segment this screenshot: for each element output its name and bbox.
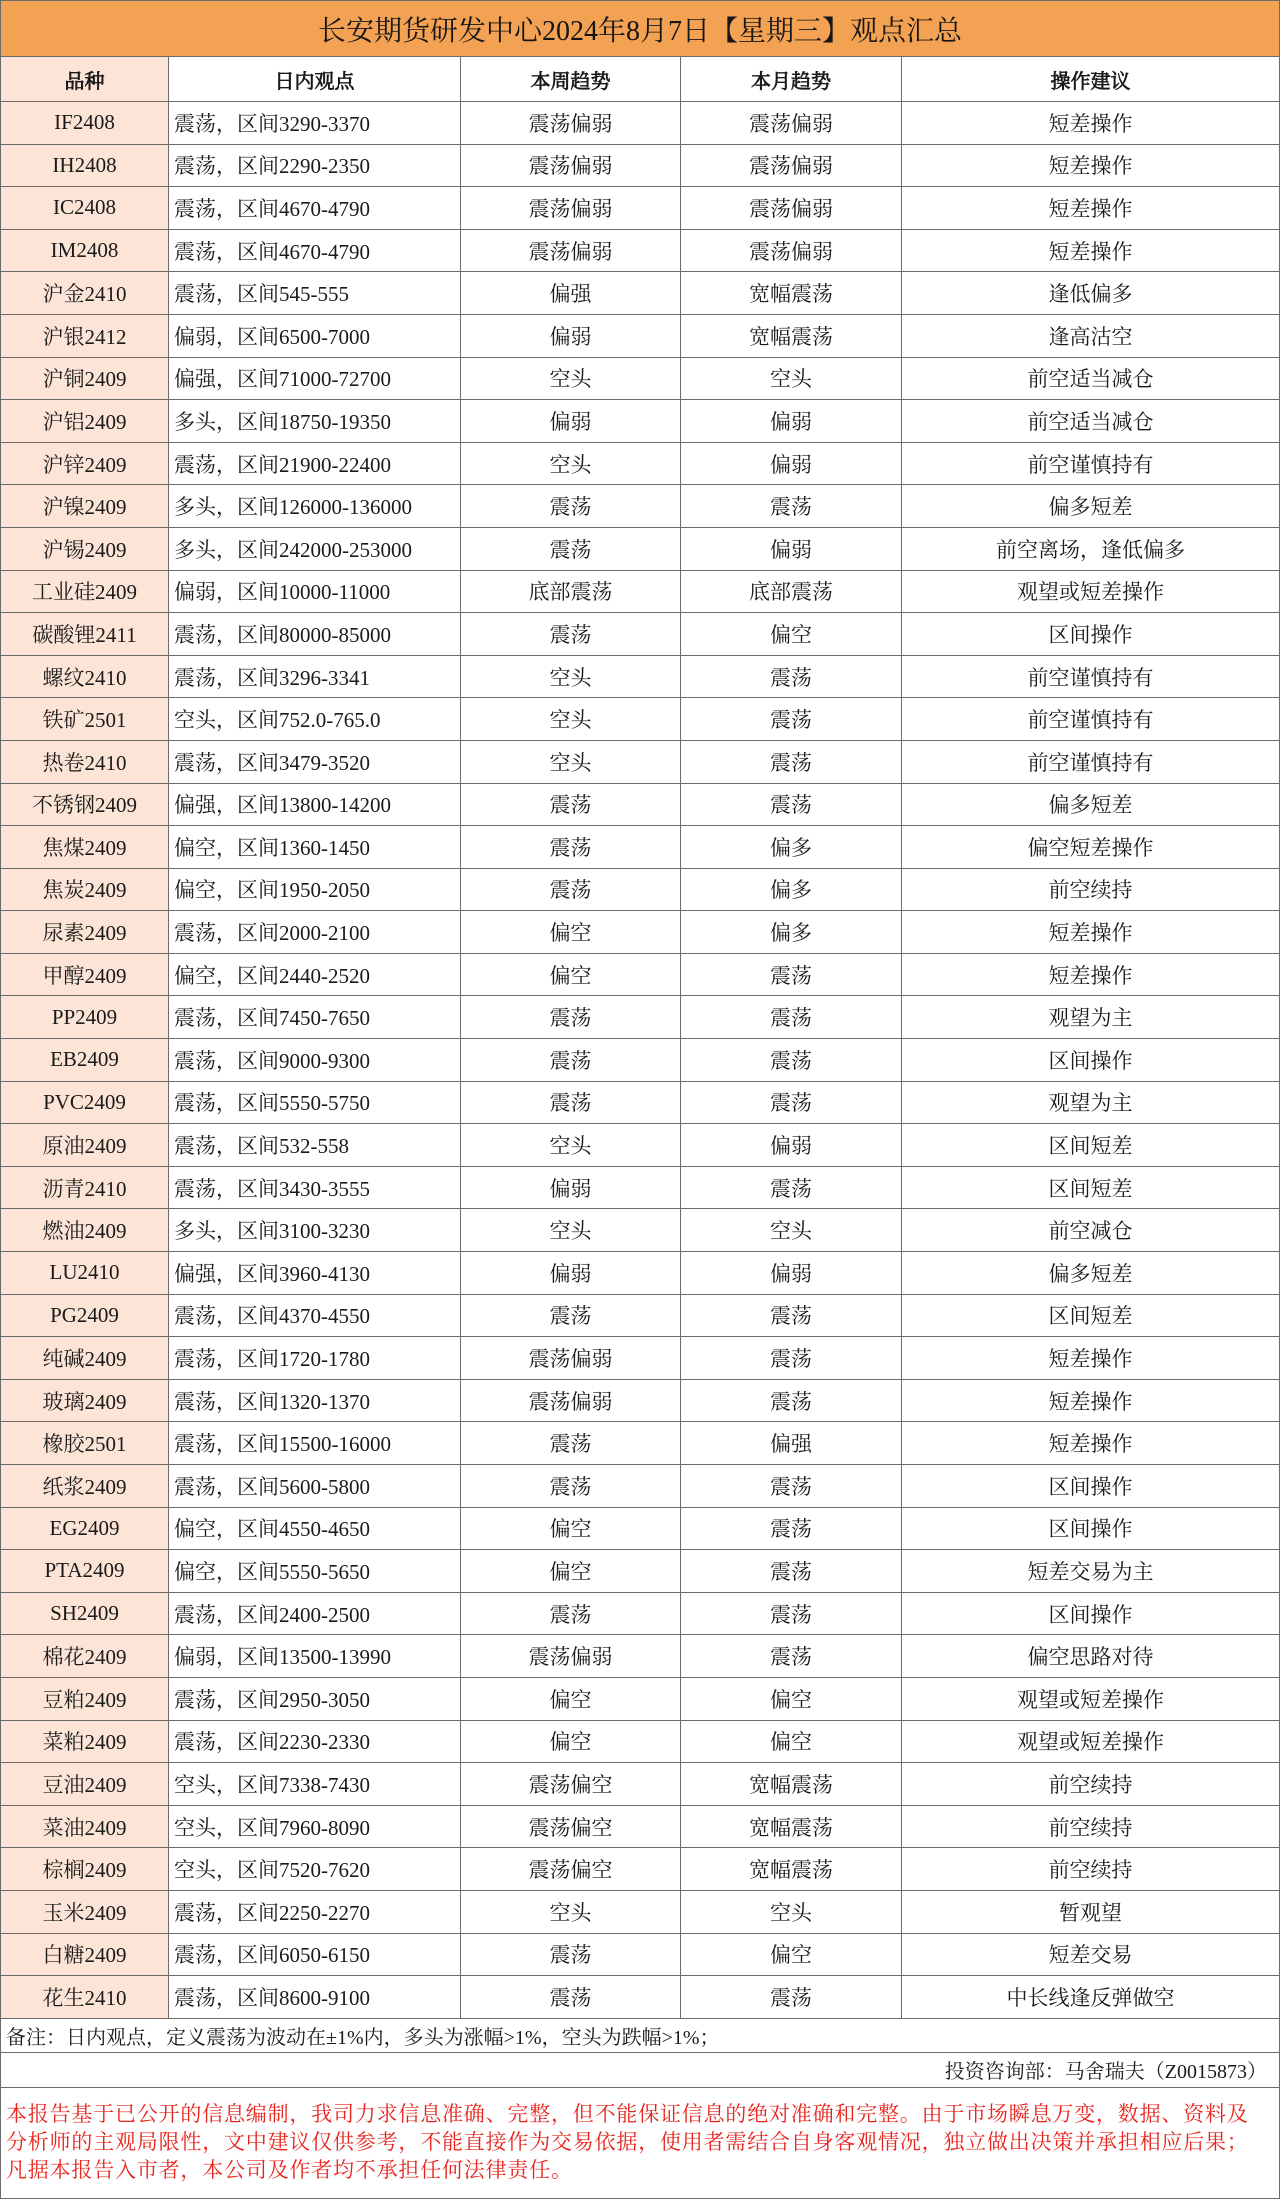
table-row	[1, 485, 1279, 528]
intraday-view-cell: 震荡，区间21900-22400	[169, 443, 461, 485]
monthly-trend-cell: 震荡	[681, 954, 902, 996]
monthly-trend-cell: 宽幅震荡	[681, 1848, 902, 1890]
weekly-trend-cell: 震荡	[461, 1976, 681, 2018]
variety-cell: 沪铜2409	[1, 358, 169, 400]
table-row	[1, 996, 1279, 1039]
intraday-view-cell: 多头，区间126000-136000	[169, 485, 461, 527]
weekly-trend-cell: 震荡	[461, 1039, 681, 1081]
intraday-view-cell: 多头，区间242000-253000	[169, 528, 461, 570]
monthly-trend-cell: 空头	[681, 1891, 902, 1933]
intraday-view-cell: 空头，区间7960-8090	[169, 1806, 461, 1848]
monthly-trend-cell: 宽幅震荡	[681, 272, 902, 314]
variety-cell: 燃油2409	[1, 1209, 169, 1251]
column-header-variety: 品种	[1, 57, 169, 101]
monthly-trend-cell: 震荡	[681, 698, 902, 740]
weekly-trend-cell: 震荡	[461, 869, 681, 911]
intraday-view-cell: 偏强，区间71000-72700	[169, 358, 461, 400]
table-row	[1, 145, 1279, 188]
intraday-view-cell: 震荡，区间2250-2270	[169, 1891, 461, 1933]
weekly-trend-cell: 偏弱	[461, 400, 681, 442]
variety-cell: 原油2409	[1, 1124, 169, 1166]
weekly-trend-cell: 空头	[461, 741, 681, 783]
table-row	[1, 102, 1279, 145]
weekly-trend-cell: 偏空	[461, 1550, 681, 1592]
monthly-trend-cell: 宽幅震荡	[681, 315, 902, 357]
table-row	[1, 1082, 1279, 1125]
monthly-trend-cell: 偏弱	[681, 528, 902, 570]
column-header-intraday-view: 日内观点	[169, 57, 461, 101]
variety-cell: 菜油2409	[1, 1806, 169, 1848]
advice-cell: 观望为主	[1048, 1091, 1133, 1116]
intraday-view-cell: 多头，区间18750-19350	[169, 400, 461, 442]
variety-cell: 豆粕2409	[1, 1678, 169, 1720]
table-row	[1, 571, 1279, 614]
table-row	[1, 1252, 1279, 1295]
advice-cell: 偏空思路对待	[1027, 1645, 1154, 1670]
intraday-view-cell: 震荡，区间2000-2100	[169, 911, 461, 953]
advice-cell: 区间操作	[1048, 1517, 1133, 1542]
advice-cell: 区间操作	[1048, 1474, 1133, 1499]
weekly-trend-cell: 空头	[461, 1209, 681, 1251]
variety-cell: 沥青2410	[1, 1167, 169, 1209]
table-row	[1, 784, 1279, 827]
intraday-view-cell: 偏强，区间3960-4130	[169, 1252, 461, 1294]
intraday-view-cell: 震荡，区间4370-4550	[169, 1295, 461, 1337]
advice-cell: 前空谨慎持有	[1027, 665, 1154, 690]
table-row	[1, 1848, 1279, 1891]
variety-cell: 碳酸锂2411	[1, 613, 169, 655]
advice-cell: 区间操作	[1048, 1602, 1133, 1627]
table-row	[1, 826, 1279, 869]
intraday-view-cell: 空头，区间752.0-765.0	[169, 698, 461, 740]
intraday-view-cell: 偏弱，区间10000-11000	[169, 571, 461, 613]
variety-cell: 棕榈2409	[1, 1848, 169, 1890]
variety-cell: 沪锌2409	[1, 443, 169, 485]
monthly-trend-cell: 震荡	[681, 1039, 902, 1081]
monthly-trend-cell: 偏弱	[681, 1124, 902, 1166]
advice-cell: 前空续持	[1048, 878, 1133, 903]
variety-cell: 热卷2410	[1, 741, 169, 783]
monthly-trend-cell: 偏多	[681, 911, 902, 953]
monthly-trend-cell: 震荡偏弱	[681, 102, 902, 144]
monthly-trend-cell: 震荡	[681, 1082, 902, 1124]
variety-cell: 棉花2409	[1, 1635, 169, 1677]
advice-cell: 逢高沽空	[1048, 324, 1133, 349]
advice-cell: 区间操作	[1048, 622, 1133, 647]
variety-cell: 铁矿2501	[1, 698, 169, 740]
variety-cell: 白糖2409	[1, 1934, 169, 1976]
monthly-trend-cell: 偏弱	[681, 443, 902, 485]
weekly-trend-cell: 震荡偏空	[461, 1763, 681, 1805]
weekly-trend-cell: 震荡偏空	[461, 1848, 681, 1890]
disclaimer-line: 凡据本报告入市者，本公司及作者均不承担任何法律责任。	[6, 2157, 573, 2182]
monthly-trend-cell: 空头	[681, 1209, 902, 1251]
intraday-view-cell: 震荡，区间9000-9300	[169, 1039, 461, 1081]
weekly-trend-cell: 空头	[461, 1891, 681, 1933]
monthly-trend-cell: 偏多	[681, 869, 902, 911]
weekly-trend-cell: 底部震荡	[461, 571, 681, 613]
monthly-trend-cell: 震荡	[681, 784, 902, 826]
weekly-trend-cell: 震荡偏空	[461, 1806, 681, 1848]
advice-cell: 短差操作	[1048, 921, 1133, 946]
variety-cell: PTA2409	[1, 1550, 169, 1592]
monthly-trend-cell: 宽幅震荡	[681, 1806, 902, 1848]
weekly-trend-cell: 空头	[461, 443, 681, 485]
monthly-trend-cell: 震荡	[681, 1465, 902, 1507]
monthly-trend-cell: 偏弱	[681, 1252, 902, 1294]
weekly-trend-cell: 偏空	[461, 1721, 681, 1763]
monthly-trend-cell: 震荡	[681, 1550, 902, 1592]
advice-cell: 前空谨慎持有	[1027, 750, 1154, 775]
weekly-trend-cell: 空头	[461, 656, 681, 698]
advice-cell: 偏多短差	[1048, 1261, 1133, 1286]
weekly-trend-cell: 震荡	[461, 1465, 681, 1507]
intraday-view-cell: 震荡，区间545-555	[169, 272, 461, 314]
intraday-view-cell: 震荡，区间4670-4790	[169, 230, 461, 272]
weekly-trend-cell: 偏弱	[461, 1252, 681, 1294]
weekly-trend-cell: 震荡	[461, 1082, 681, 1124]
table-row	[1, 741, 1279, 784]
table-row	[1, 698, 1279, 741]
intraday-view-cell: 震荡，区间3290-3370	[169, 102, 461, 144]
advice-cell: 观望为主	[1048, 1006, 1133, 1031]
variety-cell: PG2409	[1, 1295, 169, 1337]
table-row	[1, 443, 1279, 486]
intraday-view-cell: 偏弱，区间6500-7000	[169, 315, 461, 357]
weekly-trend-cell: 震荡	[461, 996, 681, 1038]
advice-cell: 前空适当减仓	[1027, 409, 1154, 434]
advice-cell: 中长线逢反弹做空	[1006, 1985, 1175, 2010]
intraday-view-cell: 偏弱，区间13500-13990	[169, 1635, 461, 1677]
intraday-view-cell: 偏空，区间4550-4650	[169, 1508, 461, 1550]
intraday-view-cell: 震荡，区间2230-2330	[169, 1721, 461, 1763]
weekly-trend-cell: 震荡偏弱	[461, 1337, 681, 1379]
table-header-row	[1, 57, 1279, 102]
advice-cell: 观望或短差操作	[1017, 1687, 1164, 1712]
table-row	[1, 1678, 1279, 1721]
advice-cell: 短差操作	[1048, 1389, 1133, 1414]
intraday-view-cell: 偏强，区间13800-14200	[169, 784, 461, 826]
monthly-trend-cell: 震荡	[681, 1635, 902, 1677]
monthly-trend-cell: 震荡	[681, 1380, 902, 1422]
intraday-view-cell: 震荡，区间2950-3050	[169, 1678, 461, 1720]
advice-cell: 观望或短差操作	[1017, 580, 1164, 605]
intraday-view-cell: 偏空，区间1950-2050	[169, 869, 461, 911]
intraday-view-cell: 多头，区间3100-3230	[169, 1209, 461, 1251]
variety-cell: 沪锡2409	[1, 528, 169, 570]
weekly-trend-cell: 震荡	[461, 826, 681, 868]
intraday-view-cell: 空头，区间7338-7430	[169, 1763, 461, 1805]
variety-cell: SH2409	[1, 1593, 169, 1635]
weekly-trend-cell: 震荡偏弱	[461, 1635, 681, 1677]
intraday-view-cell: 震荡，区间2400-2500	[169, 1593, 461, 1635]
monthly-trend-cell: 偏空	[681, 1678, 902, 1720]
weekly-trend-cell: 震荡偏弱	[461, 1380, 681, 1422]
table-row	[1, 1039, 1279, 1082]
variety-cell: 沪金2410	[1, 272, 169, 314]
weekly-trend-cell: 偏弱	[461, 315, 681, 357]
weekly-trend-cell: 震荡偏弱	[461, 230, 681, 272]
advice-cell: 前空续持	[1048, 1772, 1133, 1797]
monthly-trend-cell: 偏空	[681, 1934, 902, 1976]
monthly-trend-cell: 震荡偏弱	[681, 230, 902, 272]
table-row	[1, 358, 1279, 401]
advice-cell: 短差操作	[1048, 1347, 1133, 1372]
variety-cell: 焦炭2409	[1, 869, 169, 911]
monthly-trend-cell: 底部震荡	[681, 571, 902, 613]
intraday-view-cell: 震荡，区间5600-5800	[169, 1465, 461, 1507]
intraday-view-cell: 震荡，区间5550-5750	[169, 1082, 461, 1124]
variety-cell: 螺纹2410	[1, 656, 169, 698]
monthly-trend-cell: 震荡	[681, 485, 902, 527]
variety-cell: 菜粕2409	[1, 1721, 169, 1763]
variety-cell: 尿素2409	[1, 911, 169, 953]
table-row	[1, 528, 1279, 571]
intraday-view-cell: 震荡，区间4670-4790	[169, 187, 461, 229]
intraday-view-cell: 震荡，区间2290-2350	[169, 145, 461, 187]
variety-cell: 工业硅2409	[1, 571, 169, 613]
table-row	[1, 1295, 1279, 1338]
advice-cell: 观望或短差操作	[1017, 1730, 1164, 1755]
weekly-trend-cell: 震荡偏弱	[461, 187, 681, 229]
table-row	[1, 1635, 1279, 1678]
advice-cell: 偏多短差	[1048, 495, 1133, 520]
monthly-trend-cell: 偏弱	[681, 400, 902, 442]
advice-cell: 前空续持	[1048, 1858, 1133, 1883]
monthly-trend-cell: 偏空	[681, 613, 902, 655]
advice-cell: 前空适当减仓	[1027, 367, 1154, 392]
advice-cell: 短差操作	[1048, 239, 1133, 264]
monthly-trend-cell: 宽幅震荡	[681, 1763, 902, 1805]
advice-cell: 前空续持	[1048, 1815, 1133, 1840]
advice-cell: 短差操作	[1048, 196, 1133, 221]
variety-cell: 纯碱2409	[1, 1337, 169, 1379]
variety-cell: PP2409	[1, 996, 169, 1038]
variety-cell: 玻璃2409	[1, 1380, 169, 1422]
weekly-trend-cell: 震荡	[461, 1295, 681, 1337]
table-row	[1, 272, 1279, 315]
table-row	[1, 1721, 1279, 1764]
weekly-trend-cell: 震荡	[461, 784, 681, 826]
monthly-trend-cell: 震荡	[681, 741, 902, 783]
table-row	[1, 1550, 1279, 1593]
table-row	[1, 1934, 1279, 1977]
variety-cell: EB2409	[1, 1039, 169, 1081]
intraday-view-cell: 偏空，区间5550-5650	[169, 1550, 461, 1592]
disclaimer-line: 本报告基于已公开的信息编制，我司力求信息准确、完整，但不能保证信息的绝对准确和完整。由于市场瞬息万变，数据、资料及	[6, 2101, 1249, 2126]
weekly-trend-cell: 偏强	[461, 272, 681, 314]
variety-cell: 焦煤2409	[1, 826, 169, 868]
variety-cell: IM2408	[1, 230, 169, 272]
weekly-trend-cell: 震荡偏弱	[461, 102, 681, 144]
variety-cell: 豆油2409	[1, 1763, 169, 1805]
variety-cell: PVC2409	[1, 1082, 169, 1124]
monthly-trend-cell: 震荡	[681, 1976, 902, 2018]
weekly-trend-cell: 震荡	[461, 613, 681, 655]
variety-cell: 沪银2412	[1, 315, 169, 357]
table-row	[1, 1593, 1279, 1636]
advice-cell: 短差操作	[1048, 963, 1133, 988]
intraday-view-cell: 震荡，区间3430-3555	[169, 1167, 461, 1209]
monthly-trend-cell: 震荡	[681, 1593, 902, 1635]
monthly-trend-cell: 偏强	[681, 1422, 902, 1464]
table-row	[1, 1124, 1279, 1167]
weekly-trend-cell: 空头	[461, 698, 681, 740]
weekly-trend-cell: 震荡	[461, 1934, 681, 1976]
variety-cell: 花生2410	[1, 1976, 169, 2018]
monthly-trend-cell: 震荡	[681, 1295, 902, 1337]
table-row	[1, 400, 1279, 443]
advice-cell: 暂观望	[1059, 1900, 1122, 1925]
intraday-view-cell: 偏空，区间2440-2520	[169, 954, 461, 996]
intraday-view-cell: 震荡，区间1720-1780	[169, 1337, 461, 1379]
intraday-view-cell: 震荡，区间1320-1370	[169, 1380, 461, 1422]
weekly-trend-cell: 偏空	[461, 1508, 681, 1550]
table-row	[1, 315, 1279, 358]
advice-cell: 前空离场，逢低偏多	[996, 537, 1185, 562]
advice-cell: 短差操作	[1048, 111, 1133, 136]
table-row	[1, 1167, 1279, 1210]
table-row	[1, 1976, 1279, 2019]
variety-cell: IC2408	[1, 187, 169, 229]
table-row	[1, 1380, 1279, 1423]
column-header-advice: 操作建议	[1050, 70, 1131, 93]
intraday-view-cell: 震荡，区间3479-3520	[169, 741, 461, 783]
monthly-trend-cell: 震荡偏弱	[681, 145, 902, 187]
table-row	[1, 1806, 1279, 1849]
advice-cell: 短差操作	[1048, 1432, 1133, 1457]
intraday-view-cell: 震荡，区间532-558	[169, 1124, 461, 1166]
table-row	[1, 911, 1279, 954]
disclaimer-line: 分析师的主观局限性，文中建议仅供参考，不能直接作为交易依据，使用者需结合自身客观情况，独立做出决策并承担相应后果；	[6, 2129, 1249, 2154]
monthly-trend-cell: 偏空	[681, 1721, 902, 1763]
advice-cell: 短差交易	[1048, 1943, 1133, 1968]
monthly-trend-cell: 空头	[681, 358, 902, 400]
advice-cell: 区间操作	[1048, 1048, 1133, 1073]
advice-cell: 区间短差	[1048, 1304, 1133, 1329]
weekly-trend-cell: 偏空	[461, 1678, 681, 1720]
weekly-trend-cell: 震荡	[461, 528, 681, 570]
intraday-view-cell: 震荡，区间15500-16000	[169, 1422, 461, 1464]
variety-cell: LU2410	[1, 1252, 169, 1294]
advice-cell: 前空减仓	[1048, 1219, 1133, 1244]
disclaimer	[1, 2088, 1279, 2198]
variety-cell: IH2408	[1, 145, 169, 187]
advice-cell: 偏多短差	[1048, 793, 1133, 818]
table-row	[1, 1422, 1279, 1465]
advice-cell: 前空谨慎持有	[1027, 708, 1154, 733]
advice-cell: 区间短差	[1048, 1176, 1133, 1201]
table-row	[1, 1465, 1279, 1508]
variety-cell: 沪镍2409	[1, 485, 169, 527]
table-row	[1, 954, 1279, 997]
weekly-trend-cell: 偏空	[461, 911, 681, 953]
weekly-trend-cell: 震荡	[461, 485, 681, 527]
variety-cell: 不锈钢2409	[1, 784, 169, 826]
monthly-trend-cell: 偏多	[681, 826, 902, 868]
intraday-view-cell: 震荡，区间7450-7650	[169, 996, 461, 1038]
monthly-trend-cell: 震荡偏弱	[681, 187, 902, 229]
consultant-info: 投资咨询部：马舍瑞夫（Z0015873）	[1, 2053, 1279, 2088]
column-header-monthly-trend: 本月趋势	[681, 57, 902, 101]
advice-cell: 短差交易为主	[1027, 1559, 1154, 1584]
monthly-trend-cell: 震荡	[681, 1508, 902, 1550]
weekly-trend-cell: 震荡	[461, 1593, 681, 1635]
intraday-view-cell: 震荡，区间3296-3341	[169, 656, 461, 698]
advice-cell: 区间短差	[1048, 1134, 1133, 1159]
monthly-trend-cell: 震荡	[681, 656, 902, 698]
table-row	[1, 656, 1279, 699]
weekly-trend-cell: 震荡偏弱	[461, 145, 681, 187]
page-title: 长安期货研发中心2024年8月7日【星期三】观点汇总	[1, 1, 1279, 57]
variety-cell: 橡胶2501	[1, 1422, 169, 1464]
intraday-view-cell: 震荡，区间6050-6150	[169, 1934, 461, 1976]
intraday-view-cell: 空头，区间7520-7620	[169, 1848, 461, 1890]
monthly-trend-cell: 震荡	[681, 1167, 902, 1209]
variety-cell: 沪铝2409	[1, 400, 169, 442]
variety-cell: 玉米2409	[1, 1891, 169, 1933]
table-row	[1, 1891, 1279, 1934]
advice-cell: 短差操作	[1048, 154, 1133, 179]
monthly-trend-cell: 震荡	[681, 996, 902, 1038]
variety-cell: EG2409	[1, 1508, 169, 1550]
table-row	[1, 1209, 1279, 1252]
note-text: 备注：日内观点，定义震荡为波动在±1%内，多头为涨幅>1%，空头为跌幅>1%；	[1, 2019, 1279, 2053]
advice-cell: 逢低偏多	[1048, 282, 1133, 307]
table-row	[1, 613, 1279, 656]
monthly-trend-cell: 震荡	[681, 1337, 902, 1379]
weekly-trend-cell: 偏弱	[461, 1167, 681, 1209]
variety-cell: 纸浆2409	[1, 1465, 169, 1507]
column-header-weekly-trend: 本周趋势	[461, 57, 681, 101]
advice-cell: 偏空短差操作	[1027, 835, 1154, 860]
table-row	[1, 187, 1279, 230]
variety-cell: 甲醇2409	[1, 954, 169, 996]
weekly-trend-cell: 空头	[461, 358, 681, 400]
weekly-trend-cell: 偏空	[461, 954, 681, 996]
table-row	[1, 1337, 1279, 1380]
variety-cell: IF2408	[1, 102, 169, 144]
quote-table-body	[1, 102, 1279, 2019]
intraday-view-cell: 震荡，区间8600-9100	[169, 1976, 461, 2018]
table-row	[1, 230, 1279, 273]
table-row	[1, 1508, 1279, 1551]
advice-cell: 前空谨慎持有	[1027, 452, 1154, 477]
table-row	[1, 869, 1279, 912]
weekly-trend-cell: 震荡	[461, 1422, 681, 1464]
intraday-view-cell: 震荡，区间80000-85000	[169, 613, 461, 655]
weekly-trend-cell: 空头	[461, 1124, 681, 1166]
table-row	[1, 1763, 1279, 1806]
intraday-view-cell: 偏空，区间1360-1450	[169, 826, 461, 868]
